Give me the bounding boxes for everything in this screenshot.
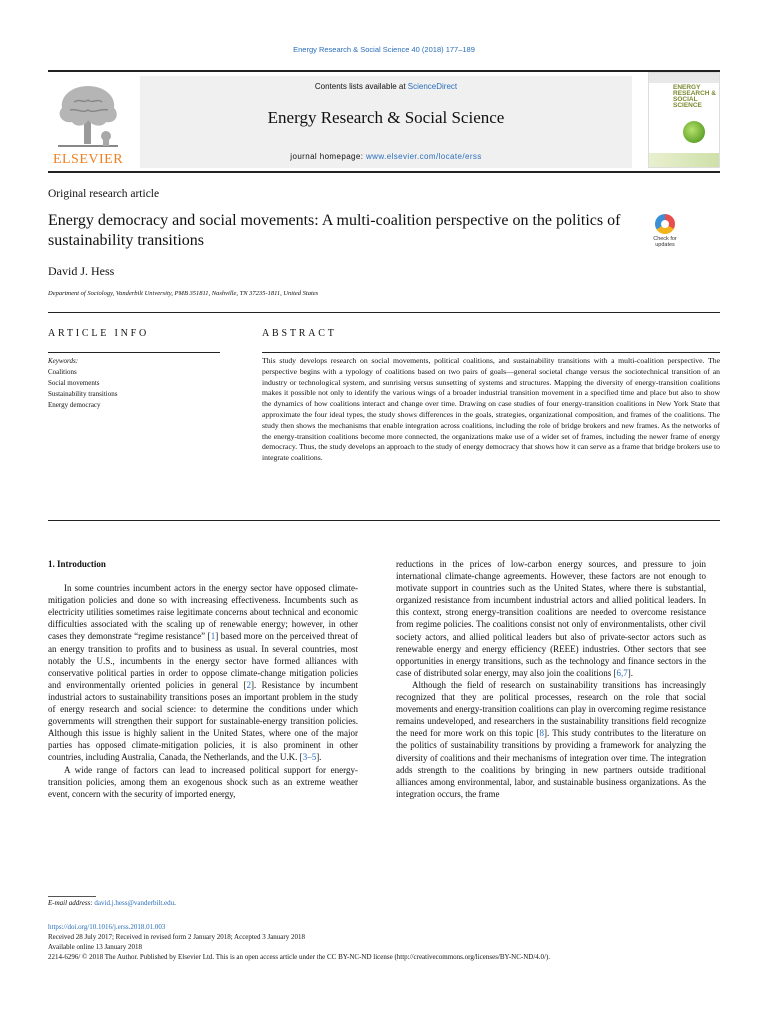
journal-info-box [140, 76, 632, 168]
homepage-line [140, 152, 632, 161]
keywords-list [48, 367, 117, 411]
article-metadata [48, 922, 720, 962]
body-paragraph: In some countries incumbent actors in the energy sector have opposed climate-mitigation policies and done so with increasing effectiveness. Incumbents such as electricity utilities sometimes raise legitimate concerns about technical and economic difficulties associated with the scaling up of renewable energy; however, in other cases they demonstrate “regime resistance” [1] based more on the perceived threat of an energy transition to profits and to business as usual. In several countries, most notably the U.S., incumbents in the energy sector have formed alliances with conservative political parties in order to oppose climate-change mitigation policies and environmentally oriented policies in general [2]. Resistance by incumbent industrial actors to sustainability transitions poses an important problem in the study of energy research and social science: to determine the conditions under which governments will strengthen their support for sustainable-energy transition policies. Although this issue is highly salient in the United States, where one of the major parties has opposed climate-mitigation policies, it is also prominent in other countries, including Australia, Canada, the Netherlands, and the U.K. [3–5]. [48, 583, 359, 763]
reference-link[interactable]: 3–5 [302, 752, 317, 763]
body-paragraph: Although the field of research on sustainability transitions has increasingly recognized that they are political processes, research on the role that social movements and energy-transition coalitions can play in overcoming regime resistance remains undeveloped, and researchers in the sustainability transitions field recognize the need for more work on this topic [8]. This study contributes to the literature on the politics of sustainability transitions by providing a framework for analyzing the diversity of coalitions and their mechanisms of integration over time. The integration adds strength to the coalitions by bringing in new partners outside traditional alliances among environmental, labor, and sustainable business organizations. As the integration occurs, the frame [396, 679, 706, 799]
body-column-right [396, 558, 706, 800]
publisher-name: ELSEVIER [52, 152, 124, 167]
author-name[interactable]: David J. Hess [48, 264, 115, 278]
header-bottom-rule [48, 171, 720, 173]
article-title: Energy democracy and social movements: A multi-coalition perspective on the politics of sustainability transitions [48, 212, 621, 249]
received-dates: Received 28 July 2017; Received in revised form 2 January 2018; Accepted 3 January 2018 [48, 933, 305, 941]
reference-link[interactable]: 2 [246, 679, 251, 690]
elsevier-logo [48, 76, 128, 168]
homepage-prefix: journal homepage: [290, 152, 366, 161]
check-updates-label: Check for updates [653, 236, 677, 248]
footnote-rule [48, 896, 96, 897]
doi-link[interactable]: https://doi.org/10.1016/j.erss.2018.01.003 [48, 923, 166, 931]
section-heading-introduction: 1. Introduction [48, 559, 106, 569]
journal-title: Energy Research & Social Science [267, 108, 505, 127]
keywords-label: Keywords: [48, 357, 79, 365]
email-link[interactable]: david.j.hess@vanderbilt.edu [94, 899, 175, 907]
article-type: Original research article [48, 188, 160, 200]
journal-header [48, 70, 720, 173]
abstract-heading: ABSTRACT [262, 328, 337, 339]
reference-link[interactable]: 1 [210, 631, 216, 642]
cover-stripe [649, 153, 719, 167]
cover-title: ENERGY RESEARCH & SOCIAL SCIENCE [673, 84, 716, 109]
author-affiliation: Department of Sociology, Vanderbilt University, PMB 351811, Nashville, TN 37235-1811, United States [48, 290, 319, 297]
elsevier-tree-icon [54, 80, 122, 150]
keyword-item: Sustainability transitions [48, 390, 118, 398]
check-updates-icon [655, 214, 675, 234]
abstract-rule [262, 352, 720, 353]
body-paragraph: A wide range of factors can lead to increased political support for energy-transition policies, among them an exogenous shock such as an extreme weather event, concern with the security of imported energy, [48, 764, 358, 799]
body-column-left [48, 558, 358, 800]
section-divider [48, 312, 720, 313]
available-online: Available online 13 January 2018 [48, 943, 142, 951]
contents-prefix: Contents lists available at [314, 82, 408, 91]
license-statement: 2214-6296/ © 2018 The Author. Published by Elsevier Ltd. This is an open access article under the CC BY-NC-ND license (http://creativecommons.org/licenses/BY-NC-ND/4.0/). [48, 953, 551, 961]
article-info-rule [48, 352, 220, 353]
keyword-item: Social movements [48, 379, 100, 387]
contents-line [140, 82, 632, 91]
keyword-item: Coalitions [48, 368, 77, 376]
reference-link[interactable]: 8 [539, 728, 545, 739]
cover-band [649, 73, 719, 83]
sciencedirect-link[interactable]: ScienceDirect [407, 82, 458, 91]
article-info-heading: ARTICLE INFO [48, 328, 150, 339]
homepage-link[interactable]: www.elsevier.com/locate/erss [366, 152, 482, 161]
abstract-text: This study develops research on social movements, political coalitions, and sustainability transitions with a multi-coalition perspective. The perspective begins with a typology of coalitions based on two pairs of goals—general societal change versus the sociotechnical transition of an industry or technological system, and sunrising versus sunsetting of systems and structures. Mapping the diversity of energy-transition coalitions makes it possible not only to identify the various wings of a broader industrial transition movement in a specified time and place but also to show the dynamics of how coalitions interact and change over time. Drawing on case studies of four energy-transition coalitions in New York State that approximate the four ideal types, the study shows differences in the goals, strategies, organizational composition, and frames of the coalitions. The study then shows the mechanisms that enable integration across coalitions, including the role of bridge brokers and new frames. As the networks of the energy-transition coalitions become more connected, the organizations make use of a wider set of frames, including the newer frame of energy democracy. Thus, the study develops an approach to the study of energy democracy that shows how it can serve as a frame that bridge brokers use to integrate coalitions. [262, 356, 720, 463]
body-paragraph: reductions in the prices of low-carbon energy sources, and pressure to join international climate-change agreements. However, these factors are not enough to motivate support in countries such as the United States, where there is substantial, organized resistance from incumbent industrial actors and allied political leaders. In this context, strong energy-transition coalitions are needed to overcome resistance from regime policies. The coalitions consist not only of environmentalists, other civil society actors, and allied political leaders but also of private-sector actors such as renewable energy and energy efficiency (REEE) industries. Other sectors that see opportunities in energy transitions, such as the technology and finance sectors in the case of distributed solar energy, may also join the coalitions [6,7]. [396, 559, 706, 678]
abstract-bottom-rule [48, 520, 720, 521]
check-for-updates-button[interactable] [643, 212, 687, 256]
keyword-item: Energy democracy [48, 401, 101, 409]
globe-icon [683, 121, 705, 143]
email-label: E-mail address: [48, 899, 93, 907]
journal-citation-link[interactable]: Energy Research & Social Science 40 (2018) 177–189 [293, 45, 475, 54]
header-top-rule [48, 70, 720, 72]
journal-cover-thumbnail [648, 72, 720, 168]
reference-link[interactable]: 6,7 [616, 667, 628, 678]
corresponding-email: E-mail address: david.j.hess@vanderbilt.edu. [48, 899, 176, 907]
